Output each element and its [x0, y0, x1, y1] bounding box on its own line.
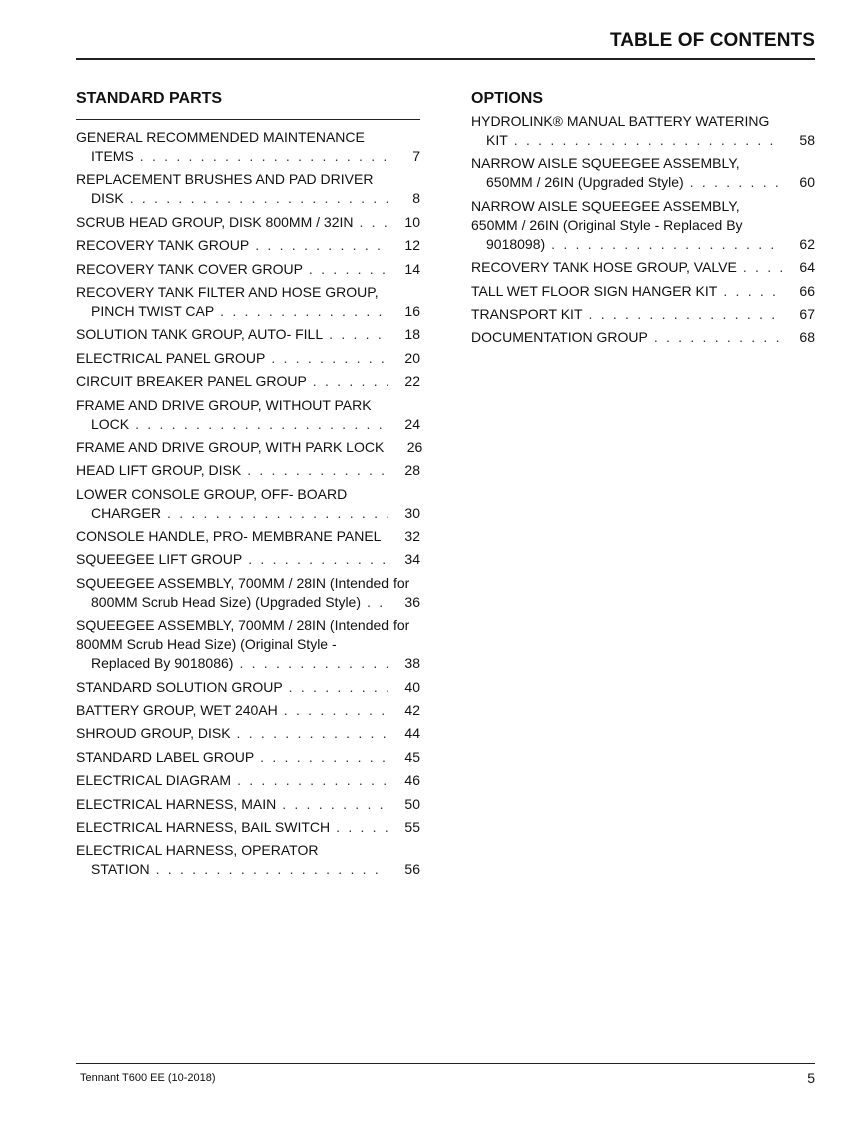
toc-entry[interactable] — [471, 328, 815, 347]
toc-entry-title-line: REPLACEMENT BRUSHES AND PAD DRIVER — [76, 171, 374, 188]
toc-entry-title-line: CONSOLE HANDLE, PRO- MEMBRANE PANEL — [76, 528, 382, 545]
toc-page-number: 60 — [799, 174, 815, 191]
toc-page-number: 68 — [799, 329, 815, 346]
toc-page-number: 66 — [799, 282, 815, 299]
options-list — [471, 112, 815, 347]
options-column — [471, 89, 815, 352]
toc-page-number: 64 — [799, 259, 815, 276]
toc-page-number: 14 — [404, 260, 420, 277]
toc-entry-title-line: SQUEEGEE LIFT GROUP — [76, 551, 243, 568]
toc-entry-title-line: DOCUMENTATION GROUP — [471, 329, 648, 346]
toc-page-number: 55 — [404, 818, 420, 835]
toc-entry[interactable] — [76, 213, 420, 232]
toc-entry[interactable] — [76, 724, 420, 743]
dot-leader — [239, 654, 388, 673]
toc-entry-title-line: 800MM Scrub Head Size) (Original Style - — [76, 636, 337, 653]
standard-parts-column — [76, 89, 423, 884]
dot-leader — [130, 189, 388, 208]
dot-leader — [255, 236, 388, 255]
toc-entry-title-line: 9018098) — [486, 235, 546, 252]
toc-entry[interactable] — [76, 748, 420, 767]
toc-entry[interactable] — [76, 485, 420, 523]
dot-leader — [167, 504, 388, 523]
toc-entry[interactable] — [76, 574, 420, 612]
toc-entry-title-line: RECOVERY TANK GROUP — [76, 237, 250, 254]
toc-entry[interactable] — [76, 128, 420, 166]
standard-parts-list — [76, 128, 423, 879]
toc-entry-title-line: BATTERY GROUP, WET 240AH — [76, 702, 278, 719]
toc-entry-title-line: SCRUB HEAD GROUP, DISK 800MM / 32IN — [76, 213, 354, 230]
toc-page-number: 20 — [404, 349, 420, 366]
toc-page-number: 62 — [799, 235, 815, 252]
toc-entry-title-line: RECOVERY TANK HOSE GROUP, VALVE — [471, 259, 737, 276]
toc-entry-title-line: ITEMS — [91, 148, 134, 164]
toc-entry-title-line: SQUEEGEE ASSEMBLY, 700MM / 28IN (Intended for — [76, 617, 410, 634]
dot-leader — [329, 325, 388, 344]
toc-entry-title-line: 650MM / 26IN (Upgraded Style) — [486, 174, 684, 191]
toc-entry-title-line: CIRCUIT BREAKER PANEL GROUP — [76, 373, 307, 390]
toc-entry-title-line: 800MM Scrub Head Size) (Upgraded Style) — [91, 593, 362, 610]
top-rule — [76, 58, 815, 60]
dot-leader — [514, 131, 783, 150]
toc-entry[interactable] — [76, 260, 420, 279]
toc-page-number: 50 — [404, 795, 420, 812]
toc-page-number: 56 — [404, 861, 420, 878]
toc-entry[interactable] — [76, 771, 420, 790]
toc-entry-title-line: ELECTRICAL DIAGRAM — [76, 772, 232, 789]
dot-leader — [284, 701, 388, 720]
toc-page-number: 45 — [404, 748, 420, 765]
toc-entry[interactable] — [76, 372, 420, 391]
toc-page-number: 30 — [404, 504, 420, 521]
toc-page-number: 24 — [404, 415, 420, 432]
toc-entry-title-line: 650MM / 26IN (Original Style - Replaced By — [471, 216, 743, 233]
toc-entry[interactable] — [76, 841, 420, 879]
toc-entry[interactable] — [471, 112, 815, 150]
toc-entry-title-line: NARROW AISLE SQUEEGEE ASSEMBLY, — [471, 155, 740, 172]
toc-entry-title-line: GENERAL RECOMMENDED MAINTENANCE — [76, 129, 365, 145]
toc-page-number: 58 — [799, 132, 815, 148]
toc-page-number: 40 — [404, 678, 420, 695]
toc-entry-title-line: ELECTRICAL HARNESS, BAIL SWITCH — [76, 818, 331, 835]
bottom-rule — [76, 1063, 815, 1064]
toc-page-number: 32 — [404, 528, 420, 545]
dot-leader — [336, 818, 388, 837]
toc-entry-title-line: KIT — [486, 132, 508, 148]
toc-entry-title-line: HYDROLINK® MANUAL BATTERY WATERING — [471, 113, 770, 129]
dot-leader — [551, 235, 783, 254]
toc-entry-title-line: PINCH TWIST CAP — [91, 302, 215, 319]
dot-leader — [309, 260, 388, 279]
dot-leader — [282, 795, 388, 814]
toc-entry[interactable] — [471, 197, 815, 254]
dot-leader — [289, 678, 388, 697]
toc-entry-title-line: HEAD LIFT GROUP, DISK — [76, 462, 242, 479]
toc-entry-title-line: SOLUTION TANK GROUP, AUTO- FILL — [76, 326, 324, 343]
standard-parts-heading: STANDARD PARTS — [76, 90, 223, 107]
toc-entry[interactable] — [76, 438, 423, 457]
footer-page-number: 5 — [807, 1070, 815, 1086]
toc-entry-title-line: LOCK — [91, 415, 130, 432]
toc-entry[interactable] — [76, 283, 420, 321]
toc-entry-title-line: DISK — [91, 190, 124, 207]
dot-leader — [313, 372, 388, 391]
toc-entry-title-line: Replaced By 9018086) — [91, 655, 234, 672]
dot-leader — [690, 173, 783, 192]
toc-entry-title-line: FRAME AND DRIVE GROUP, WITHOUT PARK — [76, 396, 372, 413]
toc-entry[interactable] — [76, 461, 420, 480]
toc-entry-title-line: SHROUD GROUP, DISK — [76, 725, 231, 742]
toc-entry-title-line: RECOVERY TANK FILTER AND HOSE GROUP, — [76, 283, 379, 300]
toc-entry-title-line: STANDARD LABEL GROUP — [76, 748, 255, 765]
toc-page-number: 12 — [404, 237, 420, 254]
toc-page-number: 18 — [404, 326, 420, 343]
toc-page-number: 26 — [406, 438, 423, 455]
toc-entry[interactable] — [76, 527, 420, 546]
page-title: TABLE OF CONTENTS — [609, 30, 815, 51]
dot-leader — [367, 593, 388, 612]
toc-entry[interactable] — [76, 396, 420, 434]
toc-page-number: 67 — [799, 305, 815, 322]
toc-entry-title-line: FRAME AND DRIVE GROUP, WITH PARK LOCK — [76, 438, 385, 455]
dot-leader — [723, 282, 783, 301]
dot-leader — [237, 771, 388, 790]
dot-leader — [387, 527, 388, 546]
dot-leader — [135, 415, 388, 434]
toc-page-number: 22 — [404, 373, 420, 390]
toc-entry-title-line: SQUEEGEE ASSEMBLY, 700MM / 28IN (Intended for — [76, 574, 410, 591]
dot-leader — [359, 213, 388, 232]
toc-entry-title-line: CHARGER — [91, 504, 162, 521]
toc-entry-title-line: ELECTRICAL PANEL GROUP — [76, 349, 266, 366]
toc-entry-title-line: NARROW AISLE SQUEEGEE ASSEMBLY, — [471, 197, 740, 214]
toc-entry[interactable] — [76, 550, 420, 569]
toc-entry-title-line: RECOVERY TANK COVER GROUP — [76, 260, 303, 277]
dot-leader — [260, 748, 388, 767]
toc-entry[interactable] — [471, 258, 815, 277]
toc-entry[interactable] — [471, 282, 815, 301]
toc-entry[interactable] — [76, 349, 420, 368]
toc-entry[interactable] — [76, 678, 420, 697]
toc-entry-title-line: TRANSPORT KIT — [471, 305, 583, 322]
dot-leader — [220, 302, 388, 321]
toc-entry[interactable] — [76, 701, 420, 720]
toc-page-number: 38 — [404, 655, 420, 672]
toc-page-number: 28 — [404, 462, 420, 479]
toc-entry-title-line: ELECTRICAL HARNESS, MAIN — [76, 795, 277, 812]
toc-page-number: 34 — [404, 551, 420, 568]
toc-page-number: 46 — [404, 772, 420, 789]
dot-leader — [271, 349, 388, 368]
toc-page-number: 36 — [404, 593, 420, 610]
dot-leader — [743, 258, 783, 277]
toc-entry[interactable] — [76, 616, 420, 673]
toc-page-number: 8 — [412, 190, 420, 207]
toc-page-number: 10 — [404, 213, 420, 230]
dot-leader — [247, 461, 388, 480]
toc-entry-title-line: ELECTRICAL HARNESS, OPERATOR — [76, 842, 319, 859]
heading-rule — [76, 119, 420, 120]
options-heading: OPTIONS — [471, 90, 544, 107]
dot-leader — [140, 147, 388, 166]
dot-leader — [248, 550, 388, 569]
footer-doc-id: Tennant T600 EE (10-2018) — [80, 1072, 216, 1084]
toc-entry[interactable] — [471, 154, 815, 192]
dot-leader — [156, 860, 388, 879]
toc-entry[interactable] — [76, 236, 420, 255]
toc-page-number: 7 — [412, 148, 420, 164]
toc-entry[interactable] — [76, 818, 420, 837]
toc-entry-title-line: TALL WET FLOOR SIGN HANGER KIT — [471, 282, 718, 299]
dot-leader — [237, 724, 388, 743]
toc-entry-title-line: STATION — [91, 861, 150, 878]
toc-page-number: 44 — [404, 725, 420, 742]
dot-leader — [654, 328, 783, 347]
toc-entry-title-line: LOWER CONSOLE GROUP, OFF- BOARD — [76, 485, 348, 502]
toc-entry-title-line: STANDARD SOLUTION GROUP — [76, 678, 283, 695]
toc-entry[interactable] — [76, 795, 420, 814]
toc-entry[interactable] — [471, 305, 815, 324]
dot-leader — [589, 305, 783, 324]
toc-page-number: 16 — [404, 302, 420, 319]
toc-entry[interactable] — [76, 325, 420, 344]
toc-entry[interactable] — [76, 170, 420, 208]
toc-page-number: 42 — [404, 702, 420, 719]
